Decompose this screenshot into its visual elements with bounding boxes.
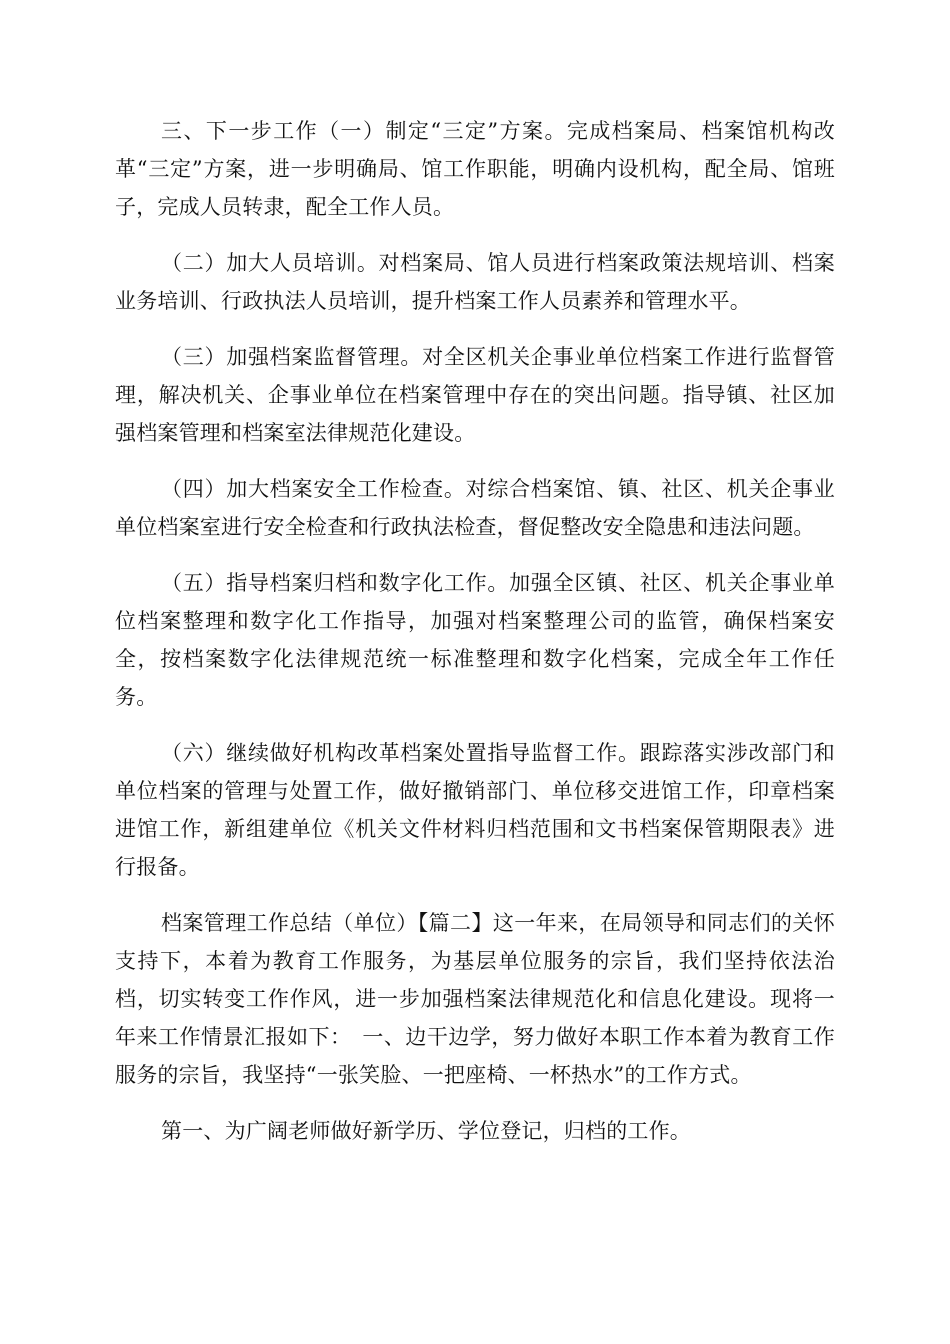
paragraph-next-steps-2: （二）加大人员培训。对档案局、馆人员进行档案政策法规培训、档案业务培训、行政执法人员培训，提升档案工作人员素养和管理水平。 xyxy=(115,251,835,313)
paragraph-next-steps-5: （五）指导档案归档和数字化工作。加强全区镇、社区、机关企事业单位档案整理和数字化工作指导，加强对档案整理公司的监管，确保档案安全，按档案数字化法律规范统一标准整理和数字化档案，完成全年工作任务。 xyxy=(115,571,835,709)
paragraph-next-steps-4: （四）加大档案安全工作检查。对综合档案馆、镇、社区、机关企事业单位档案室进行安全检查和行政执法检查，督促整改安全隐患和违法问题。 xyxy=(115,477,835,539)
paragraph-next-steps-6: （六）继续做好机构改革档案处置指导监督工作。跟踪落实涉改部门和单位档案的管理与处置工作，做好撤销部门、单位移交进馆工作，印章档案进馆工作，新组建单位《机关文件材料归档范围和文书档案保管期限表》进行报备。 xyxy=(115,741,835,879)
paragraph-part-two-intro: 档案管理工作总结（单位）【篇二】这一年来，在局领导和同志们的关怀支持下，本着为教育工作服务，为基层单位服务的宗旨，我们坚持依法治档，切实转变工作作风，进一步加强档案法律规范化和信息化建设。现将一年来工作情景汇报如下： 一、边干边学，努力做好本职工作本着为教育工作服务的宗旨，我坚持“一张笑脸、一把座椅、一杯热水”的工作方式。 xyxy=(115,911,835,1087)
paragraph-next-steps-3: （三）加强档案监督管理。对全区机关企事业单位档案工作进行监督管理，解决机关、企事业单位在档案管理中存在的突出问题。指导镇、社区加强档案管理和档案室法律规范化建设。 xyxy=(115,345,835,445)
paragraph-first-item: 第一、为广阔老师做好新学历、学位登记，归档的工作。 xyxy=(161,1119,691,1143)
document-body xyxy=(115,112,835,1150)
paragraph-next-steps-1: 三、下一步工作（一）制定“三定”方案。完成档案局、档案馆机构改革“三定”方案，进一步明确局、馆工作职能，明确内设机构，配全局、馆班子，完成人员转隶，配全工作人员。 xyxy=(115,119,835,219)
